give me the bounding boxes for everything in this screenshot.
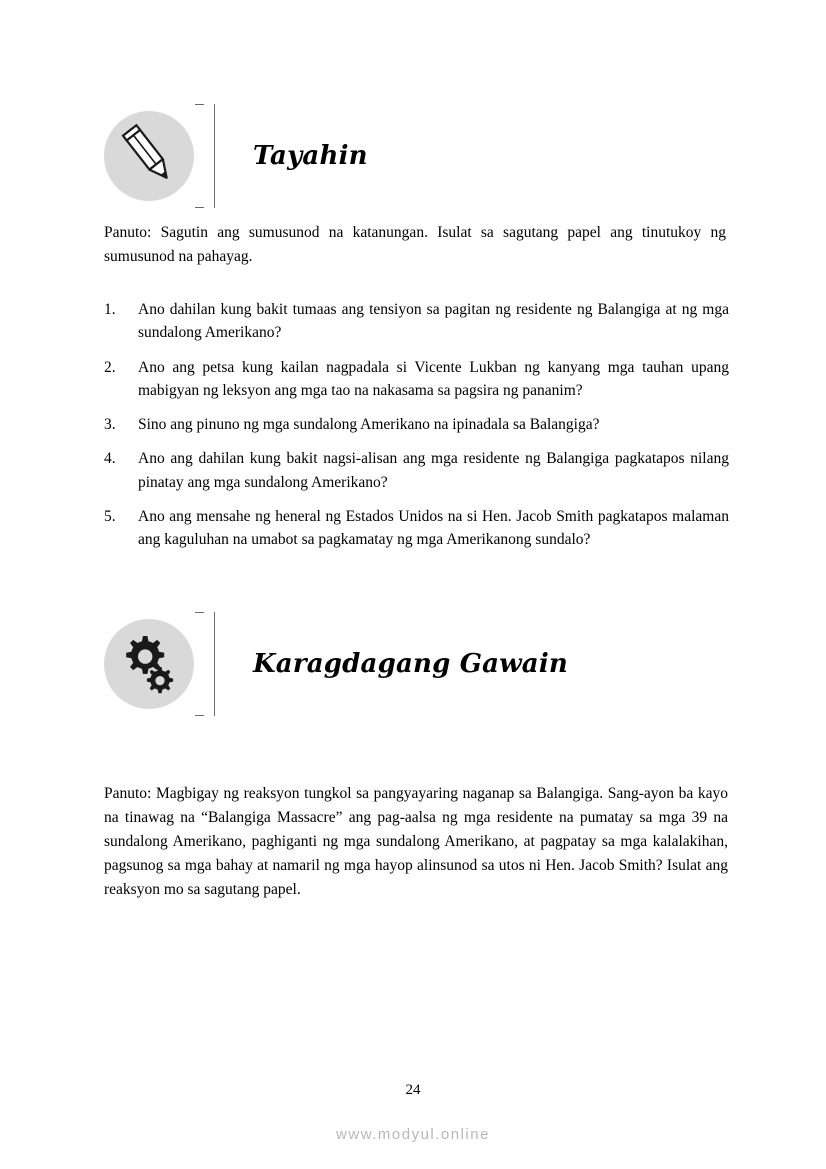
pencil-icon xyxy=(104,111,194,201)
list-item xyxy=(104,356,729,403)
list-item-text: Sino ang pinuno ng mga sundalong Amerikano na ipinadala sa Balangiga? xyxy=(138,416,600,433)
list-item-number: 1. xyxy=(104,301,116,318)
gears-icon xyxy=(104,619,194,709)
header-divider xyxy=(204,612,235,716)
list-item-text: Ano dahilan kung bakit tumaas ang tensiyon sa pagitan ng residente ng Balangiga at ng mga sundalong Amerikano? xyxy=(138,301,729,342)
list-item xyxy=(104,413,729,436)
list-item xyxy=(104,298,729,345)
watermark: www.modyul.online xyxy=(336,1126,490,1143)
panuto-label: Panuto: xyxy=(104,224,152,241)
section-title-karagdagang-gawain: Karagdagang Gawain xyxy=(253,649,569,679)
section-title-tayahin: Tayahin xyxy=(253,141,368,171)
panuto-text: Magbigay ng reaksyon tungkol sa pangyayaring naganap sa Balangiga. Sang-ayon ba kayo na tinawag na “Balangiga Massacre” ang pag-aalsa ng mga residente na pumatay sa mga 39 na sundalong Amerikano, paghiganti ng mga sundalong Amerikano, at pagpatay sa mga kalalakihan, pagsunog sa mga bahay at namaril ng mga hayop alinsunod sa utos ni Hen. Jacob Smith? Isulat ang reaksyon mo sa sagutang papel. xyxy=(104,785,729,899)
section-header-karagdagang-gawain xyxy=(104,612,568,716)
list-item-number: 2. xyxy=(104,358,116,376)
section-header-tayahin xyxy=(104,104,368,208)
list-item xyxy=(104,505,729,552)
list-item xyxy=(104,447,729,494)
list-item-text: Ano ang petsa kung kailan nagpadala si Vicente Lukban ng kanyang mga tauhan upang mabigyan ng leksyon ang mga tao na nakasama sa pagsira ng pananim? xyxy=(138,358,729,399)
panuto-text: Sagutin ang sumusunod na katanungan. Isulat sa sagutang papel ang tinutukoy ng sumusunod na pahayag. xyxy=(104,224,726,266)
page-number: 24 xyxy=(405,1082,421,1098)
panuto-tayahin xyxy=(104,221,726,269)
list-item-text: Ano ang dahilan kung bakit nagsi-alisan ang mga residente ng Balangiga pagkatapos nilang pinatay ang mga sundalong Amerikano? xyxy=(138,450,729,491)
list-item-number: 5. xyxy=(104,507,116,525)
question-list xyxy=(104,298,729,562)
list-item-number: 3. xyxy=(104,416,116,433)
panuto-karagdagang-gawain xyxy=(104,782,728,902)
panuto-label: Panuto: xyxy=(104,785,152,802)
header-divider xyxy=(204,104,235,208)
list-item-text: Ano ang mensahe ng heneral ng Estados Unidos na si Hen. Jacob Smith pagkatapos malaman ang kaguluhan na umabot sa pagkamatay ng mga Amerikanong sundalo? xyxy=(138,507,729,548)
list-item-number: 4. xyxy=(104,450,116,468)
